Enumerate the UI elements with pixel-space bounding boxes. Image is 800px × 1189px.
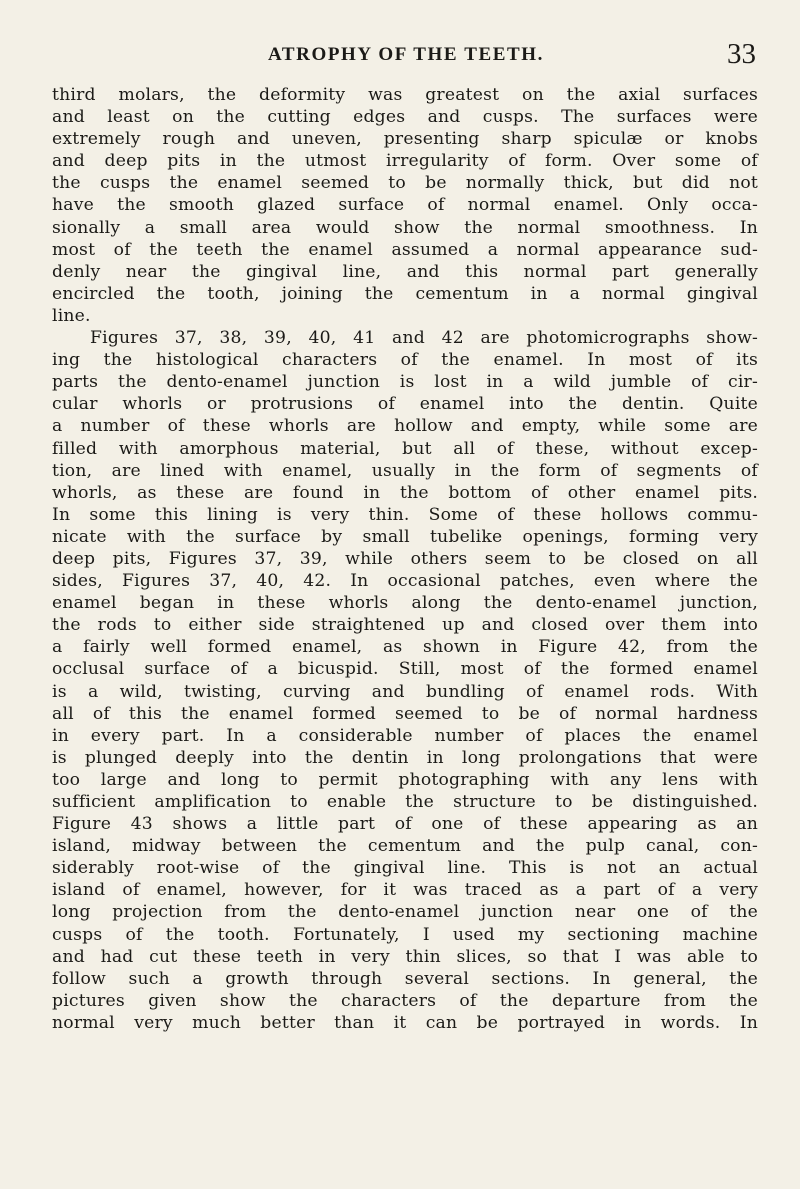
text-line: enamel began in these whorls along the dento-enamel junction, bbox=[52, 593, 758, 614]
text-line: all of this the enamel formed seemed to be of normal hardness bbox=[52, 703, 758, 724]
text-line: Figure 43 shows a little part of one of these appearing as an bbox=[52, 814, 758, 835]
text-line: follow such a growth through several sections. In general, the bbox=[52, 968, 758, 989]
text-line: siderably root-wise of the gingival line. This is not an actual bbox=[52, 858, 758, 879]
text-line: a number of these whorls are hollow and empty, while some are bbox=[52, 416, 758, 437]
text-line: cusps of the tooth. Fortunately, I used my sectioning machine bbox=[52, 924, 758, 945]
text-line: long projection from the dento-enamel junction near one of the bbox=[52, 902, 758, 923]
running-head-title: ATROPHY OF THE TEETH. bbox=[267, 44, 545, 65]
text-line: parts the dento-enamel junction is lost in a wild jumble of cir- bbox=[52, 372, 758, 393]
text-line: normal very much better than it can be portrayed in words. In bbox=[52, 1012, 758, 1033]
paragraph-first-line: Figures 37, 38, 39, 40, 41 and 42 are photomicrographs show- bbox=[90, 328, 758, 349]
text-line: is a wild, twisting, curving and bundling of enamel rods. With bbox=[52, 681, 758, 702]
running-head bbox=[52, 38, 760, 70]
text-line: extremely rough and uneven, presenting sharp spiculæ or knobs bbox=[52, 129, 758, 150]
text-line: is plunged deeply into the dentin in long prolongations that were bbox=[52, 747, 758, 768]
text-line: third molars, the deformity was greatest on the axial surfaces bbox=[52, 85, 758, 105]
text-line: whorls, as these are found in the bottom of other enamel pits. bbox=[52, 482, 758, 503]
page-number: 33 bbox=[727, 38, 756, 70]
text-line: a fairly well formed enamel, as shown in Figure 42, from the bbox=[52, 637, 758, 658]
text-line: sides, Figures 37, 40, 42. In occasional patches, even where the bbox=[52, 571, 758, 592]
text-line: island, midway between the cementum and the pulp canal, con- bbox=[52, 836, 758, 857]
text-line: encircled the tooth, joining the cementum in a normal gingival bbox=[52, 283, 758, 304]
text-line: the cusps the enamel seemed to be normally thick, but did not bbox=[52, 173, 758, 194]
text-line: in every part. In a considerable number of places the enamel bbox=[52, 725, 758, 746]
text-line: In some this lining is very thin. Some of these hollows commu- bbox=[52, 504, 758, 525]
text-line: sionally a small area would show the normal smoothness. In bbox=[52, 217, 758, 238]
text-line: too large and long to permit photographing with any lens with bbox=[52, 769, 758, 790]
text-line: the rods to either side straightened up and closed over them into bbox=[52, 615, 758, 636]
text-line: cular whorls or protrusions of enamel into the dentin. Quite bbox=[52, 394, 758, 415]
text-line: line. bbox=[52, 305, 91, 326]
text-line: deep pits, Figures 37, 39, while others seem to be closed on all bbox=[52, 548, 758, 569]
text-line: and least on the cutting edges and cusps. The surfaces were bbox=[52, 107, 758, 128]
text-line: occlusal surface of a bicuspid. Still, most of the formed enamel bbox=[52, 659, 758, 680]
text-line: filled with amorphous material, but all of these, without excep- bbox=[52, 438, 758, 459]
text-line: denly near the gingival line, and this normal part generally bbox=[52, 261, 758, 282]
text-line: ing the histological characters of the enamel. In most of its bbox=[52, 350, 758, 371]
text-line: and had cut these teeth in very thin slices, so that I was able to bbox=[52, 946, 758, 967]
text-line: island of enamel, however, for it was traced as a part of a very bbox=[52, 880, 758, 901]
text-line: and deep pits in the utmost irregularity of form. Over some of bbox=[52, 151, 758, 172]
text-line: nicate with the surface by small tubelike openings, forming very bbox=[52, 526, 758, 547]
text-line: most of the teeth the enamel assumed a normal appearance sud- bbox=[52, 239, 758, 260]
text-line: sufficient amplification to enable the structure to be distinguished. bbox=[52, 792, 758, 812]
text-line: pictures given show the characters of the departure from the bbox=[52, 990, 758, 1011]
body-text bbox=[52, 84, 758, 1034]
text-line: tion, are lined with enamel, usually in the form of segments of bbox=[52, 460, 758, 481]
text-line: have the smooth glazed surface of normal enamel. Only occa- bbox=[52, 195, 758, 216]
